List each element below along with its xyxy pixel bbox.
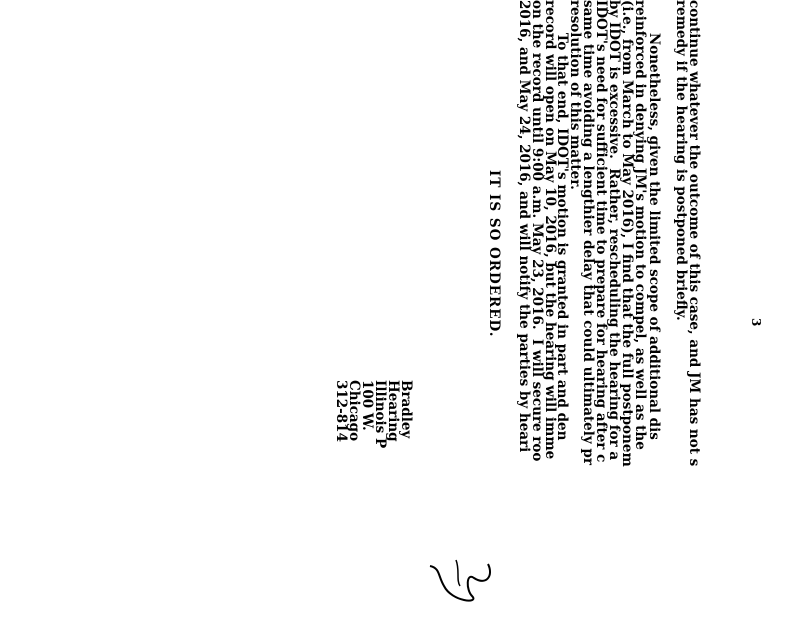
text-line: 2016, and May 24, 2016, and will notify the parties by heari: [516, 0, 532, 453]
text-line: remedy if the hearing is postponed briefly.: [673, 0, 689, 321]
signature-line: Hearing: [385, 380, 401, 442]
text-line: reinforced in denying JM's motion to compel, as well as the: [632, 0, 648, 450]
text-line: (i.e., from March to May 2016), I find that the full postponem: [619, 0, 635, 467]
text-line: To that end, IDOT's motion is granted in part and den: [554, 0, 570, 441]
signature-line: 312-814: [333, 380, 349, 442]
signature-line: 100 W.: [359, 380, 375, 431]
text-line: record will open on May 10, 2016, but the hearing will imme: [542, 0, 558, 460]
text-line: same time avoiding a lengthier delay that could ultimately pr: [580, 0, 596, 465]
text-line: by IDOT is excessive. Rather, rescheduling the hearing for a: [606, 0, 622, 461]
signature-line: Illinois P: [372, 380, 388, 449]
text-line: on the record until 9:00 a.m. May 23, 2016. I will secure roo: [529, 0, 545, 462]
text-line: IDOT's need for sufficient time to prepare for hearing after c: [593, 0, 609, 463]
text-line: continue whatever the outcome of this case, and JM has not s: [686, 0, 702, 467]
handwritten-signature: [426, 556, 496, 616]
page-number: 3: [749, 318, 763, 327]
signature-line: Bradley: [398, 380, 414, 439]
closing-order: IT IS SO ORDERED.: [486, 170, 502, 338]
text-line: resolution of this matter.: [567, 0, 583, 190]
signature-line: Chicago: [346, 380, 362, 442]
text-line: Nonetheless, given the limited scope of additional dis: [646, 0, 662, 440]
